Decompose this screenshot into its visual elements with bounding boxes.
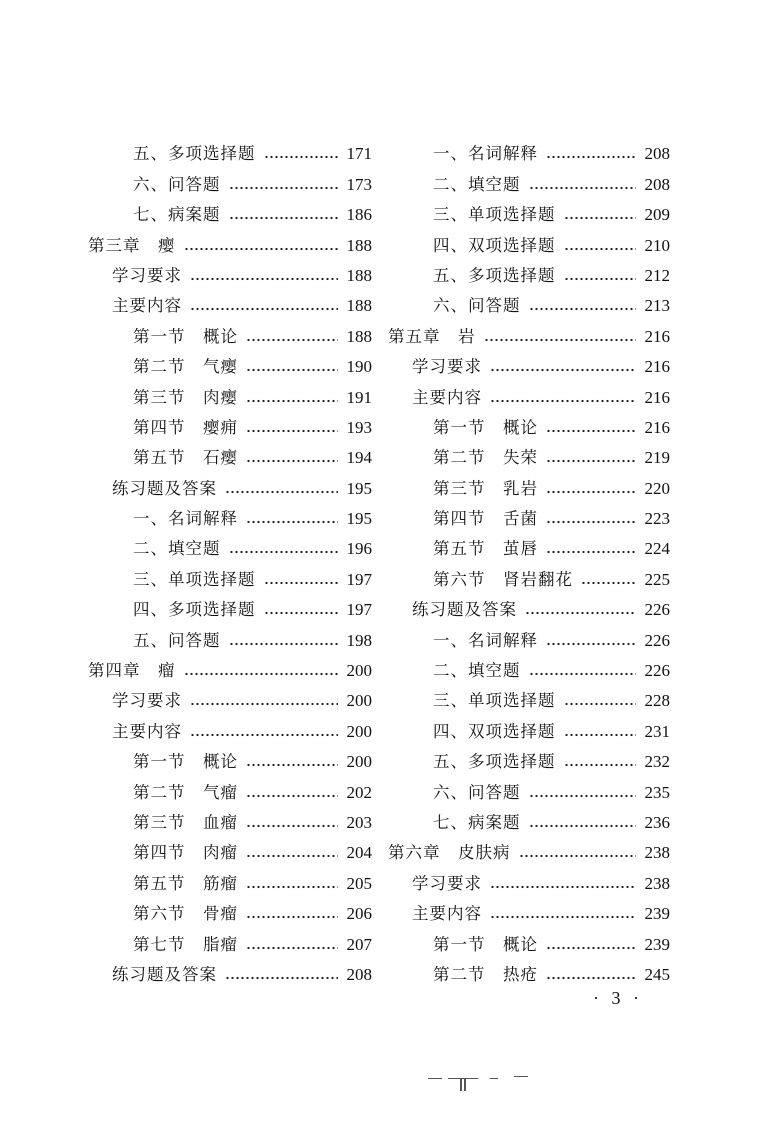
dot-leader <box>190 733 338 737</box>
toc-entry-page: 188 <box>346 265 372 285</box>
toc-entry-title: 第二节 气瘿 <box>133 357 238 377</box>
toc-entry[interactable] <box>388 896 670 926</box>
dot-leader <box>184 247 339 251</box>
toc-entry-title: 第二节 热疮 <box>433 964 538 984</box>
dot-leader <box>246 824 338 828</box>
toc-entry-page: 202 <box>346 782 372 802</box>
dot-leader <box>246 399 338 403</box>
toc-entry-page: 213 <box>644 296 670 316</box>
scan-artifact-marks <box>428 1072 538 1092</box>
dot-leader <box>529 307 637 311</box>
toc-entry-title: 三、单项选择题 <box>433 205 556 225</box>
toc-entry-title: 第三节 血瘤 <box>133 812 238 832</box>
toc-entry-title: 第四节 舌菌 <box>433 509 538 529</box>
toc-entry-page: 194 <box>346 448 372 468</box>
toc-entry[interactable] <box>88 227 372 257</box>
toc-entry-page: 186 <box>346 205 372 225</box>
toc-entry-title: 第七节 脂瘤 <box>133 934 238 954</box>
toc-entry[interactable] <box>388 713 670 743</box>
dot-leader <box>519 854 637 858</box>
toc-entry[interactable] <box>388 379 670 409</box>
dot-leader <box>546 520 636 524</box>
dot-leader <box>490 368 636 372</box>
dot-leader <box>546 155 636 159</box>
dot-leader <box>246 459 338 463</box>
toc-entry-title: 第四节 瘿痈 <box>133 417 238 437</box>
toc-entry[interactable] <box>88 379 372 409</box>
toc-entry-page: 219 <box>644 448 670 468</box>
toc-entry[interactable] <box>88 683 372 713</box>
toc-entry-title: 第五节 石瘿 <box>133 448 238 468</box>
toc-entry-page: 205 <box>346 873 372 893</box>
page-number: · 3 · <box>593 988 643 1008</box>
toc-entry[interactable] <box>388 136 670 166</box>
toc-entry[interactable] <box>388 561 670 591</box>
toc-entry[interactable] <box>388 349 670 379</box>
dot-leader <box>529 672 637 676</box>
dot-leader <box>564 702 637 706</box>
toc-entry[interactable] <box>388 197 670 227</box>
dot-leader <box>564 733 637 737</box>
toc-entry[interactable] <box>88 653 372 683</box>
toc-entry-page: 197 <box>346 569 372 589</box>
toc-entry-title: 第六节 肾岩翻花 <box>433 569 573 589</box>
toc-entry[interactable] <box>88 440 372 470</box>
toc-entry[interactable] <box>88 136 372 166</box>
toc-entry[interactable] <box>88 288 372 318</box>
dot-leader <box>190 277 338 281</box>
toc-entry-page: 245 <box>644 964 670 984</box>
toc-entry-title: 六、问答题 <box>133 174 221 194</box>
toc-entry[interactable] <box>88 470 372 500</box>
toc-entry[interactable] <box>88 896 372 926</box>
toc-entry-page: 171 <box>346 144 372 164</box>
toc-entry-page: 200 <box>346 691 372 711</box>
toc-entry-page: 188 <box>346 296 372 316</box>
toc-entry[interactable] <box>388 744 670 774</box>
toc-entry-title: 一、名词解释 <box>133 509 238 529</box>
toc-entry-page: 216 <box>644 357 670 377</box>
dot-leader <box>490 399 636 403</box>
toc-right-column <box>388 136 670 987</box>
toc-entry[interactable] <box>388 592 670 622</box>
toc-entry-page: 239 <box>644 904 670 924</box>
dot-leader <box>564 247 637 251</box>
dot-leader <box>546 550 636 554</box>
toc-entry[interactable] <box>388 835 670 865</box>
toc-entry-page: 220 <box>644 478 670 498</box>
toc-entry[interactable] <box>388 957 670 987</box>
toc-entry-page: 193 <box>346 417 372 437</box>
toc-entry[interactable] <box>88 531 372 561</box>
dot-leader <box>229 550 339 554</box>
dot-leader <box>546 642 636 646</box>
dot-leader <box>184 672 339 676</box>
dot-leader <box>225 490 338 494</box>
toc-entry-title: 学习要求 <box>112 691 182 711</box>
toc-entry-title: 学习要求 <box>412 873 482 893</box>
toc-entry-page: 216 <box>644 417 670 437</box>
toc-entry-title: 五、多项选择题 <box>433 752 556 772</box>
toc-entry[interactable] <box>88 805 372 835</box>
toc-entry-page: 223 <box>644 509 670 529</box>
toc-entry-title: 主要内容 <box>412 904 482 924</box>
toc-entry-page: 239 <box>644 934 670 954</box>
toc-entry-title: 学习要求 <box>412 357 482 377</box>
dot-leader <box>246 915 338 919</box>
toc-entry-title: 第六节 骨瘤 <box>133 904 238 924</box>
toc-entry[interactable] <box>88 166 372 196</box>
toc-entry[interactable] <box>388 805 670 835</box>
toc-entry-title: 五、问答题 <box>133 630 221 650</box>
toc-entry-page: 188 <box>346 235 372 255</box>
dot-leader <box>546 490 636 494</box>
toc-entry-page: 231 <box>644 721 670 741</box>
toc-entry-page: 208 <box>644 174 670 194</box>
dot-leader <box>246 338 338 342</box>
toc-entry-page: 225 <box>644 569 670 589</box>
dot-leader <box>190 702 338 706</box>
toc-entry[interactable] <box>88 744 372 774</box>
toc-entry-page: 212 <box>644 265 670 285</box>
toc-entry-page: 203 <box>346 812 372 832</box>
toc-entry-page: 200 <box>346 661 372 681</box>
toc-entry[interactable] <box>88 501 372 531</box>
dot-leader <box>490 915 636 919</box>
toc-entry-title: 练习题及答案 <box>412 600 517 620</box>
toc-entry-title: 第六章 皮肤病 <box>388 843 511 863</box>
toc-entry[interactable] <box>88 561 372 591</box>
toc-entry-title: 主要内容 <box>112 721 182 741</box>
toc-entry-page: 238 <box>644 873 670 893</box>
toc-entry[interactable] <box>388 683 670 713</box>
toc-entry-title: 二、填空题 <box>433 174 521 194</box>
toc-entry-title: 第四章 瘤 <box>88 661 176 681</box>
toc-entry-title: 第四节 肉瘤 <box>133 843 238 863</box>
toc-entry-title: 五、多项选择题 <box>433 265 556 285</box>
toc-entry[interactable] <box>388 865 670 895</box>
toc-entry[interactable] <box>88 622 372 652</box>
toc-entry[interactable] <box>388 410 670 440</box>
toc-entry-page: 200 <box>346 752 372 772</box>
toc-entry-title: 一、名词解释 <box>433 630 538 650</box>
toc-entry-title: 第三节 肉瘿 <box>133 387 238 407</box>
dot-leader <box>484 338 637 342</box>
toc-entry-page: 209 <box>644 205 670 225</box>
toc-entry-title: 四、双项选择题 <box>433 721 556 741</box>
toc-entry-page: 216 <box>644 326 670 346</box>
toc-entry-page: 226 <box>644 630 670 650</box>
toc-entry-title: 三、单项选择题 <box>133 569 256 589</box>
toc-entry-title: 第二节 失荣 <box>433 448 538 468</box>
dot-leader <box>246 794 338 798</box>
toc-entry[interactable] <box>88 318 372 348</box>
toc-entry-title: 主要内容 <box>112 296 182 316</box>
toc-entry-title: 三、单项选择题 <box>433 691 556 711</box>
toc-entry[interactable] <box>388 227 670 257</box>
toc-entry-title: 第二节 气瘤 <box>133 782 238 802</box>
dot-leader <box>229 186 339 190</box>
toc-entry-title: 第一节 概论 <box>133 752 238 772</box>
toc-entry[interactable] <box>388 774 670 804</box>
toc-entry-title: 学习要求 <box>112 265 182 285</box>
dot-leader <box>546 459 636 463</box>
toc-entry[interactable] <box>388 470 670 500</box>
dot-leader <box>229 642 339 646</box>
dot-leader <box>525 611 636 615</box>
dot-leader <box>490 885 636 889</box>
toc-entry-title: 四、双项选择题 <box>433 235 556 255</box>
toc-entry-title: 第一节 概论 <box>433 417 538 437</box>
toc-entry-page: 198 <box>346 630 372 650</box>
toc-entry-title: 第一节 概论 <box>133 326 238 346</box>
toc-entry-title: 二、填空题 <box>433 661 521 681</box>
dot-leader <box>246 854 338 858</box>
toc-left-column <box>88 136 372 987</box>
toc-entry-page: 173 <box>346 174 372 194</box>
toc-entry-page: 196 <box>346 539 372 559</box>
dot-leader <box>546 946 636 950</box>
toc-entry-page: 216 <box>644 387 670 407</box>
toc-entry-page: 195 <box>346 509 372 529</box>
toc-entry[interactable] <box>88 197 372 227</box>
dot-leader <box>564 216 637 220</box>
dot-leader <box>546 976 636 980</box>
dot-leader <box>264 581 339 585</box>
toc-entry[interactable] <box>388 258 670 288</box>
dot-leader <box>246 946 338 950</box>
dot-leader <box>246 429 338 433</box>
toc-entry[interactable] <box>388 926 670 956</box>
toc-entry[interactable] <box>388 622 670 652</box>
toc-entry-page: 191 <box>346 387 372 407</box>
dot-leader <box>246 368 338 372</box>
toc-entry-page: 208 <box>346 964 372 984</box>
dot-leader <box>546 429 636 433</box>
dot-leader <box>529 794 637 798</box>
toc-entry-title: 第五章 岩 <box>388 326 476 346</box>
toc-entry-page: 206 <box>346 904 372 924</box>
toc-entry-title: 练习题及答案 <box>112 964 217 984</box>
toc-entry[interactable] <box>388 501 670 531</box>
toc-entry[interactable] <box>88 713 372 743</box>
toc-entry[interactable] <box>388 318 670 348</box>
dot-leader <box>229 216 339 220</box>
dot-leader <box>246 763 338 767</box>
toc-entry-page: 207 <box>346 934 372 954</box>
toc-entry-title: 二、填空题 <box>133 539 221 559</box>
toc-entry[interactable] <box>88 592 372 622</box>
toc-entry[interactable] <box>88 258 372 288</box>
toc-entry-page: 208 <box>644 144 670 164</box>
toc-entry[interactable] <box>88 957 372 987</box>
toc-entry-page: 236 <box>644 812 670 832</box>
toc-entry-title: 六、问答题 <box>433 296 521 316</box>
dot-leader <box>264 155 339 159</box>
toc-entry-page: 228 <box>644 691 670 711</box>
toc-entry[interactable] <box>388 531 670 561</box>
toc-entry-title: 七、病案题 <box>133 205 221 225</box>
dot-leader <box>529 186 637 190</box>
toc-entry-title: 七、病案题 <box>433 812 521 832</box>
toc-entry-page: 197 <box>346 600 372 620</box>
toc-entry-title: 六、问答题 <box>433 782 521 802</box>
dot-leader <box>529 824 637 828</box>
toc-entry-title: 一、名词解释 <box>433 144 538 164</box>
toc-entry-page: 226 <box>644 600 670 620</box>
toc-entry-title: 主要内容 <box>412 387 482 407</box>
toc-entry-title: 第三节 乳岩 <box>433 478 538 498</box>
toc-entry-page: 190 <box>346 357 372 377</box>
toc-entry-page: 235 <box>644 782 670 802</box>
toc-entry-page: 195 <box>346 478 372 498</box>
toc-entry-page: 204 <box>346 843 372 863</box>
dot-leader <box>246 520 338 524</box>
toc-entry[interactable] <box>388 653 670 683</box>
toc-entry[interactable] <box>388 166 670 196</box>
toc-entry[interactable] <box>88 835 372 865</box>
toc-entry-page: 210 <box>644 235 670 255</box>
toc-entry[interactable] <box>88 926 372 956</box>
dot-leader <box>246 885 338 889</box>
toc-entry[interactable] <box>388 440 670 470</box>
toc-entry-title: 第三章 瘿 <box>88 235 176 255</box>
dot-leader <box>264 611 339 615</box>
toc-entry[interactable] <box>88 774 372 804</box>
dot-leader <box>225 976 338 980</box>
toc-entry-title: 五、多项选择题 <box>133 144 256 164</box>
toc-entry-page: 238 <box>644 843 670 863</box>
toc-entry-page: 226 <box>644 661 670 681</box>
toc-entry[interactable] <box>88 410 372 440</box>
toc-entry-title: 第一节 概论 <box>433 934 538 954</box>
dot-leader <box>581 581 636 585</box>
toc-entry-title: 练习题及答案 <box>112 478 217 498</box>
dot-leader <box>564 763 637 767</box>
toc-entry-title: 第五节 茧唇 <box>433 539 538 559</box>
toc-entry-page: 188 <box>346 326 372 346</box>
toc-entry-page: 200 <box>346 721 372 741</box>
toc-entry[interactable] <box>88 865 372 895</box>
toc-entry-title: 第五节 筋瘤 <box>133 873 238 893</box>
dot-leader <box>564 277 637 281</box>
toc-entry-page: 224 <box>644 539 670 559</box>
dot-leader <box>190 307 338 311</box>
toc-entry-page: 232 <box>644 752 670 772</box>
toc-entry[interactable] <box>388 288 670 318</box>
toc-entry-title: 四、多项选择题 <box>133 600 256 620</box>
toc-entry[interactable] <box>88 349 372 379</box>
